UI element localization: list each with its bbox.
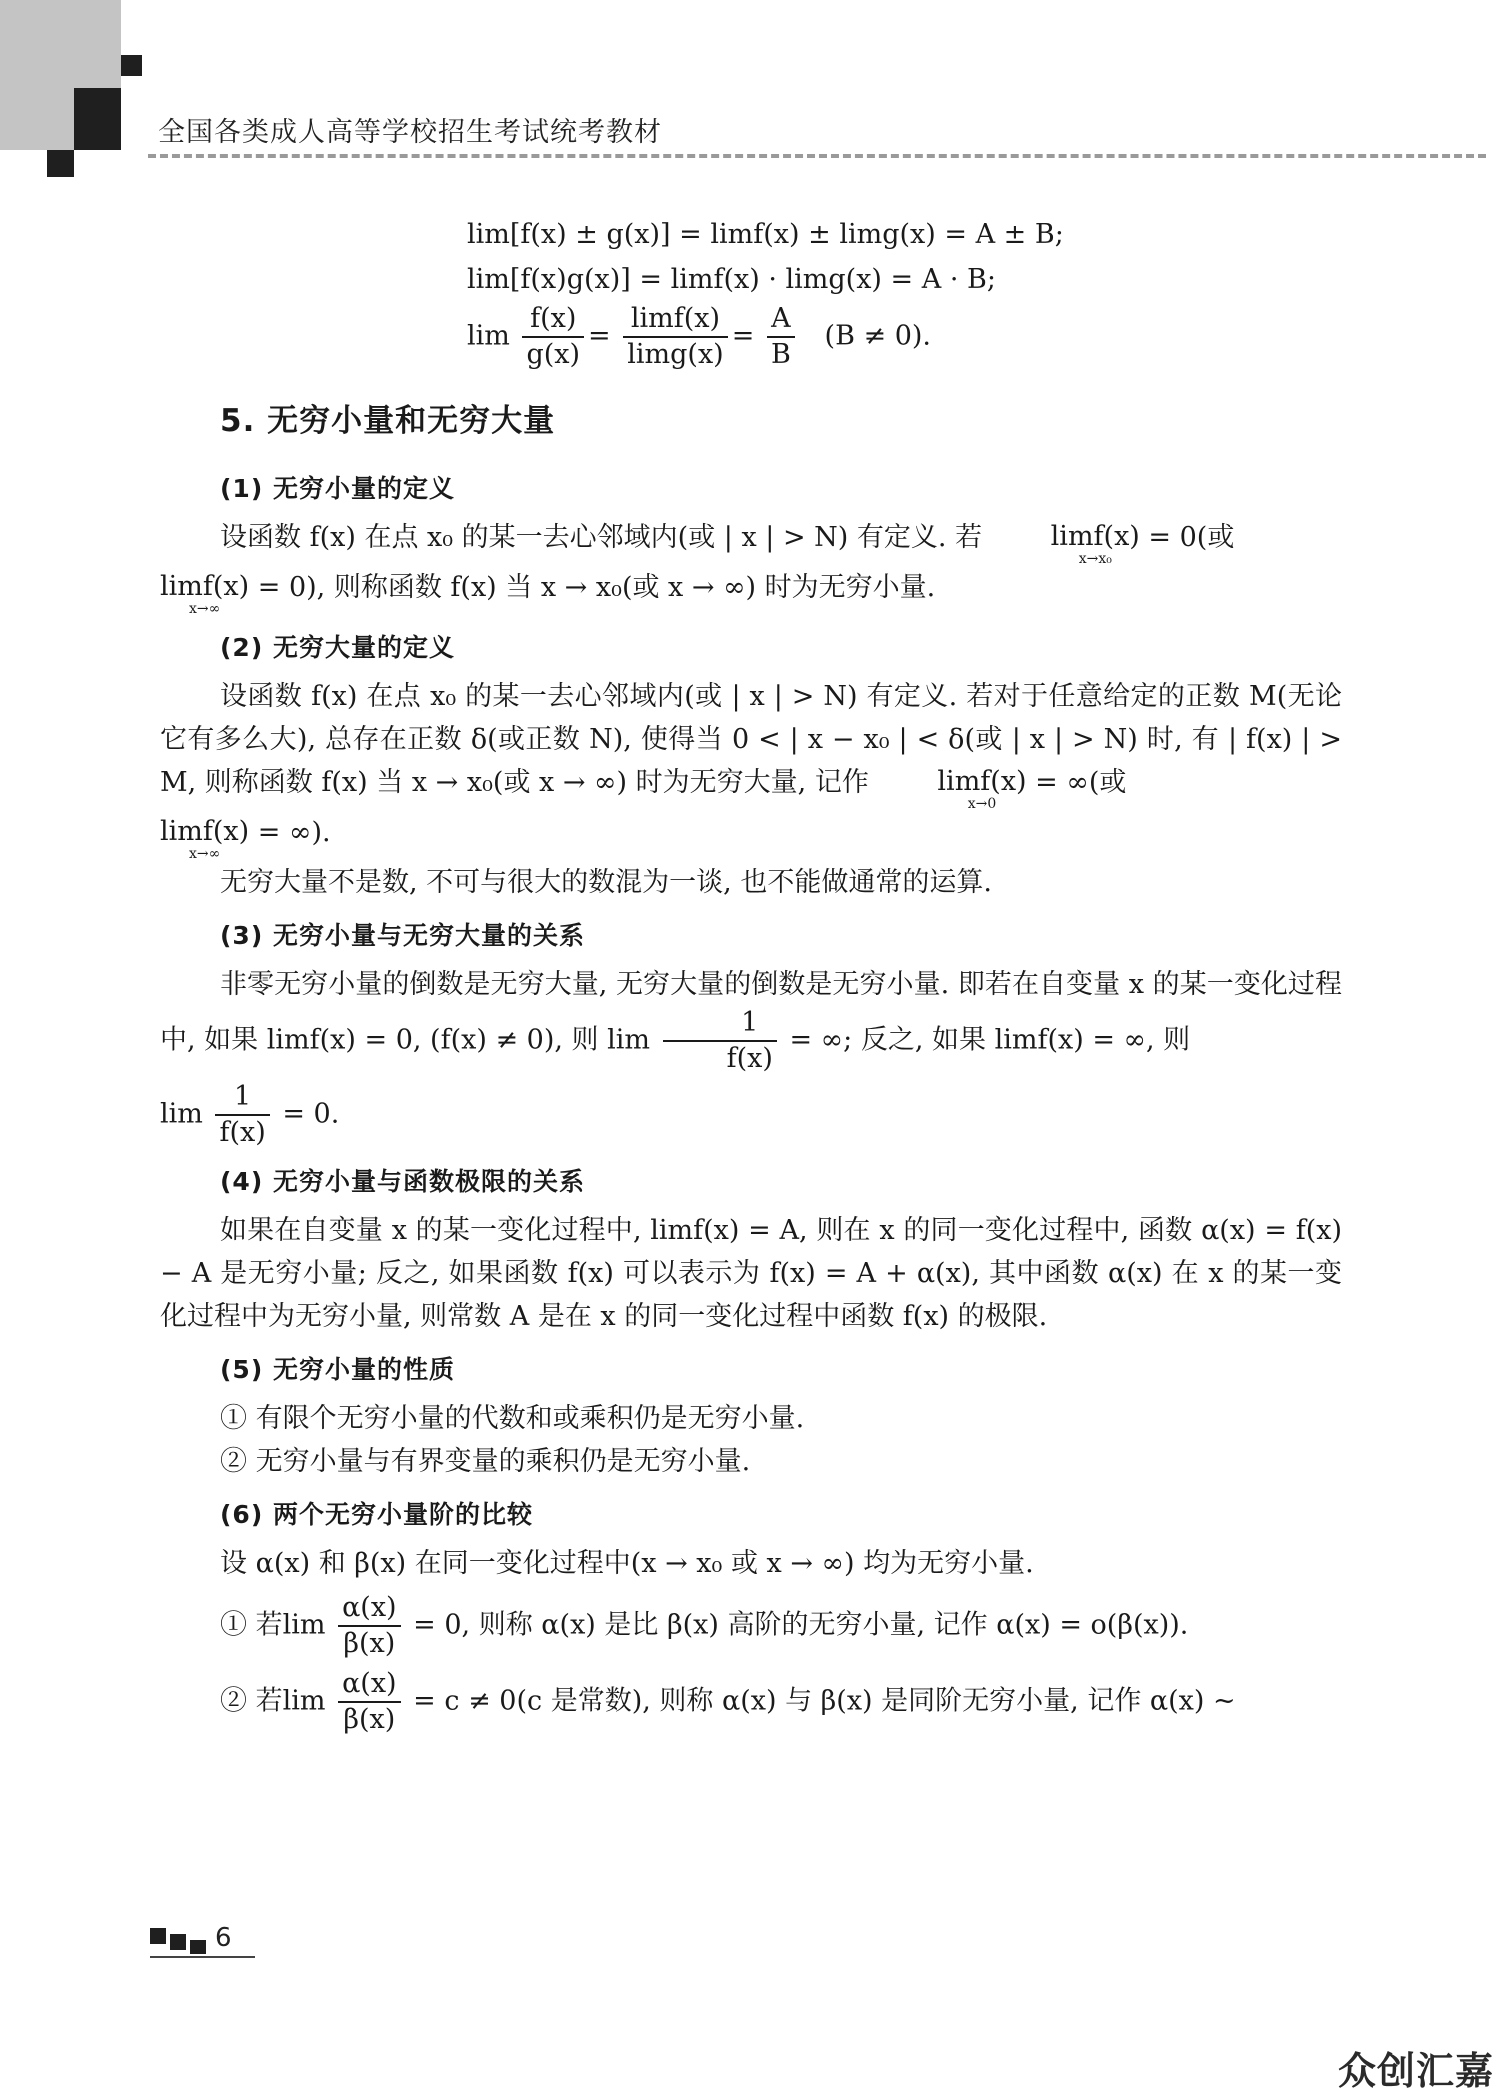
lim-text: limf(x) <box>1050 521 1140 552</box>
limit-expr <box>991 522 1140 566</box>
paragraph <box>160 963 1342 1076</box>
text: ② 若lim <box>220 1685 326 1717</box>
footer-rule <box>150 1956 255 1958</box>
text: = 0), 则称函数 f(x) 当 x → x₀(或 x → ∞) 时为无穷小量. <box>249 572 936 603</box>
page-content <box>160 212 1342 1737</box>
text: = c ≠ 0(c 是常数), 则称 α(x) 与 β(x) 是同阶无穷小量, 记作 α(x) ~ <box>404 1685 1236 1717</box>
list-item <box>220 1591 1342 1661</box>
denominator: β(x) <box>343 1704 396 1735</box>
denominator: f(x) <box>726 1043 773 1074</box>
list-item: ① 有限个无穷小量的代数和或乘积仍是无穷小量. <box>220 1403 805 1434</box>
lim-label: lim <box>467 320 510 352</box>
fraction <box>767 302 795 372</box>
header-title: 全国各类成人高等学校招生考试统考教材 <box>158 117 662 148</box>
numerator: limf(x) <box>623 302 727 338</box>
denominator: β(x) <box>343 1628 396 1659</box>
text: 非零无穷小量的倒数是无穷大量, 无穷大量的倒数是无穷小量. 即若在自变量 x 的某一变化过程中, 如果 limf(x) = 0, (f(x) ≠ 0), 则 lim <box>160 969 1342 1056</box>
corner-square <box>47 150 74 177</box>
lim-text: limf(x) <box>160 571 250 602</box>
limit-expr <box>160 572 249 616</box>
paragraph: 无穷大量不是数, 不可与很大的数混为一谈, 也不能做通常的运算. <box>220 867 992 898</box>
text: 设函数 f(x) 在点 x₀ 的某一去心邻域内(或 | x | > N) 有定义. 若 <box>220 522 983 553</box>
limit-expr <box>160 817 249 861</box>
formula-quotient: lim $\frac{f(x)}{g(x)}$ = $\frac{\lim f(x)}{\lim g(x)}$ = $\frac{A}{B}$ (B ≠ 0). <box>467 303 931 370</box>
numerator: α(x) <box>338 1667 401 1703</box>
text: = ∞(或 <box>1026 767 1127 798</box>
fraction <box>338 1667 401 1737</box>
paragraph <box>160 516 1342 566</box>
text: = ∞). <box>249 817 331 848</box>
numerator: f(x) <box>522 302 584 338</box>
header-divider <box>148 154 1486 158</box>
text: 设函数 f(x) 在点 x₀ 的某一去心邻域内(或 | x | > N) 有定义. 若对于任意给定的正数 M(无论它有多么大), 总存在正数 δ(或正数 N), 使得当 0 < | x − x₀ | < δ(或 | x | > N) 时, 有 | f(x) | > M, 则称函数 f(x) 当 x → x₀(或 x → ∞) 时为无穷大量, 记作 <box>160 681 1342 798</box>
fraction <box>338 1591 401 1661</box>
watermark: 众创汇嘉 <box>1337 2049 1494 2093</box>
paragraph: 如果在自变量 x 的某一变化过程中, limf(x) = A, 则在 x 的同一变化过程中, 函数 α(x) = f(x) − A 是无穷小量; 反之, 如果函数 f(x) 可以表示为 f(x) = A + α(x), 其中函数 α(x) 在 x 的某一变化过程中为无穷小量, 则常数 A 是在 x 的同一变化过程中函数 f(x) 的极限. <box>160 1215 1342 1332</box>
lim-text: limf(x) <box>937 766 1027 797</box>
corner-square <box>74 88 121 150</box>
numerator: A <box>767 302 795 338</box>
section-title: 5. 无穷小量和无穷大量 <box>220 403 556 439</box>
corner-square <box>121 55 142 76</box>
text: = 0. <box>273 1098 340 1130</box>
lim-subscript: x→∞ <box>188 846 221 862</box>
denominator: g(x) <box>526 339 581 370</box>
text: = 0(或 <box>1139 522 1235 553</box>
footer-square <box>190 1940 206 1954</box>
limit-expr <box>877 767 1026 811</box>
lim-label: lim <box>160 1098 203 1130</box>
numerator: 1 <box>215 1080 269 1116</box>
subsection-heading: (3) 无穷小量与无穷大量的关系 <box>220 921 585 950</box>
fraction <box>522 302 584 372</box>
paragraph <box>160 675 1342 811</box>
fraction <box>623 302 727 372</box>
numerator: 1 <box>663 1006 777 1042</box>
formula-sum: lim[f(x) ± g(x)] = limf(x) ± limg(x) = A ± B; <box>467 219 1064 250</box>
subsection-heading: (4) 无穷小量与函数极限的关系 <box>220 1167 585 1196</box>
lim-subscript: x→0 <box>967 796 997 812</box>
subsection-heading: (2) 无穷大量的定义 <box>220 633 455 662</box>
formula-product: lim[f(x)g(x)] = limf(x) · limg(x) = A · B; <box>467 264 996 295</box>
lim-subscript: x→x₀ <box>1078 551 1112 567</box>
lim-text: limf(x) <box>160 816 250 847</box>
numerator: α(x) <box>338 1591 401 1627</box>
list-item <box>220 1667 1342 1737</box>
text: = ∞; 反之, 如果 limf(x) = ∞, 则 <box>780 1024 1191 1056</box>
text: ① 若lim <box>220 1609 326 1641</box>
fraction <box>215 1080 269 1150</box>
footer-square <box>150 1928 166 1944</box>
denominator: limg(x) <box>627 339 724 370</box>
subsection-heading: (5) 无穷小量的性质 <box>220 1355 455 1384</box>
subsection-heading: (1) 无穷小量的定义 <box>220 474 455 503</box>
text: = 0, 则称 α(x) 是比 β(x) 高阶的无穷小量, 记作 α(x) = o(β(x)). <box>404 1609 1189 1641</box>
list-item: ② 无穷小量与有界变量的乘积仍是无穷小量. <box>220 1446 751 1477</box>
subsection-heading: (6) 两个无穷小量阶的比较 <box>220 1500 533 1529</box>
footer-square <box>170 1934 186 1950</box>
denominator: f(x) <box>219 1117 266 1148</box>
paragraph <box>160 566 1342 616</box>
condition: (B ≠ 0). <box>824 320 931 352</box>
denominator: B <box>770 339 791 370</box>
paragraph <box>160 1080 1342 1150</box>
paragraph <box>160 811 1342 861</box>
lim-subscript: x→∞ <box>188 601 221 617</box>
paragraph: 设 α(x) 和 β(x) 在同一变化过程中(x → x₀ 或 x → ∞) 均为无穷小量. <box>220 1548 1034 1579</box>
formula-block <box>467 212 1342 372</box>
page-number: 6 <box>215 1923 232 1953</box>
fraction <box>663 1006 777 1076</box>
